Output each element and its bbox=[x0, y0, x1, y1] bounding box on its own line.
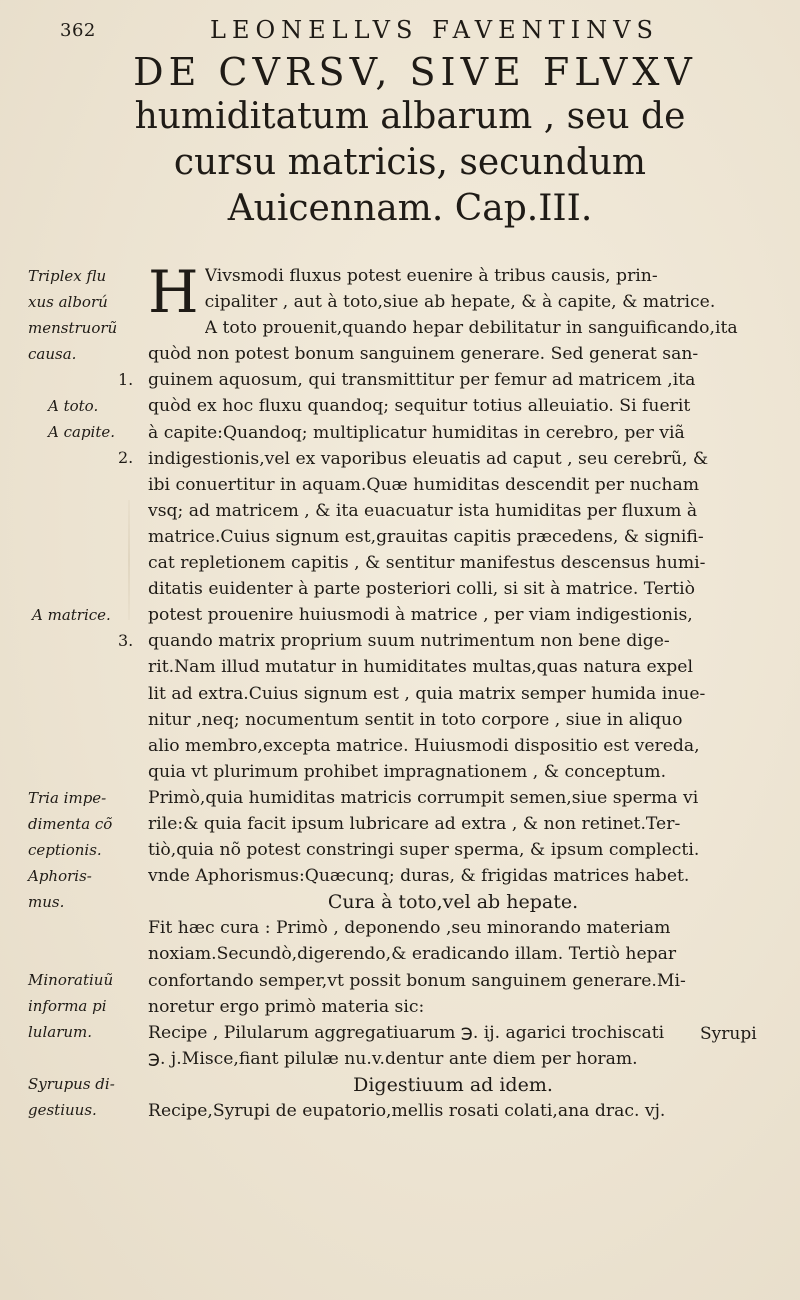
chapter-title bbox=[0, 50, 800, 232]
margin-note: Syrupus di- bbox=[28, 1075, 115, 1093]
text-line: alio membro,excepta matrice. Huiusmodi dispositio est vereda, bbox=[148, 735, 700, 756]
margin-note: causa. bbox=[28, 345, 77, 363]
text-line: à capite:Quandoq; multiplicatur humiditas in cerebro, per viã bbox=[148, 422, 685, 443]
subheading-digestive: Digestiuum ad idem. bbox=[353, 1073, 553, 1096]
text-line: noxiam.Secundò,digerendo,& eradicando illam. Tertiò hepar bbox=[148, 944, 677, 965]
text-line: quòd non potest bonum sanguinem generare. Sed generat san- bbox=[148, 344, 699, 365]
margin-note: mus. bbox=[28, 893, 65, 911]
margin-note: menstruorũ bbox=[28, 319, 118, 337]
text-line: potest prouenire huiusmodi à matrice , per viam indigestionis, bbox=[148, 605, 693, 626]
page-number: 362 bbox=[60, 20, 96, 41]
margin-note: gestiuus. bbox=[28, 1101, 97, 1119]
margin-note: xus alború bbox=[28, 293, 108, 311]
chapter-body bbox=[148, 258, 758, 1124]
text-line: ditatis euidenter à parte posteriori colli, si sit à matrice. Tertiò bbox=[148, 579, 696, 600]
chapter-title-line-1: DE CVRSV, SIVE FLVXV bbox=[133, 50, 697, 94]
text-line: noretur ergo primò materia sic: bbox=[148, 996, 425, 1017]
running-head bbox=[60, 16, 760, 44]
margin-note: Triplex flu bbox=[28, 267, 107, 285]
chapter-title-line-4: Auicennam. Cap.III. bbox=[227, 188, 593, 229]
margin-note: A matrice. bbox=[32, 606, 111, 624]
catchword: Syrupi bbox=[700, 1024, 757, 1044]
margin-note: lularum. bbox=[28, 1023, 93, 1041]
chapter-title-line-3: cursu matricis, secundum bbox=[173, 142, 647, 183]
text-line: Recipe , Pilularum aggregatiuarum ℈. ij. agarici trochiscati bbox=[148, 1022, 665, 1043]
text-line: quòd ex hoc fluxu quandoq; sequitur totius alleuiatio. Si fuerit bbox=[148, 396, 691, 417]
margin-note: ceptionis. bbox=[28, 841, 102, 859]
text-line: vnde Aphorismus:Quæcunq; duras, & frigidas matrices habet. bbox=[148, 866, 690, 887]
text-line: rit.Nam illud mutatur in humiditates multas,quas natura expel bbox=[148, 657, 693, 678]
margin-number: 3. bbox=[118, 631, 134, 650]
text-line: ℈. j.Misce,fiant pilulæ nu.v.dentur ante diem per horam. bbox=[148, 1048, 638, 1069]
paper-crease bbox=[128, 500, 130, 620]
subheading-cure: Cura à toto,vel ab hepate. bbox=[327, 891, 579, 914]
chapter-title-line-2: humiditatum albarum , seu de bbox=[134, 96, 686, 137]
margin-note: Aphoris- bbox=[28, 867, 92, 885]
text-line: Primò,quia humiditas matricis corrumpit semen,siue sperma vi bbox=[148, 787, 699, 808]
text-line: lit ad extra.Cuius signum est , quia matrix semper humida inue- bbox=[148, 683, 706, 704]
text-line: confortando semper,vt possit bonum sanguinem generare.Mi- bbox=[148, 970, 686, 991]
text-line: indigestionis,vel ex vaporibus eleuatis ad caput , seu cerebrũ, & bbox=[148, 448, 709, 469]
text-line: Fit hæc cura : Primò , deponendo ,seu minorando materiam bbox=[148, 918, 671, 939]
margin-note: Tria impe- bbox=[28, 789, 107, 807]
text-line: ibi conuertitur in aquam.Quæ humiditas descendit per nucham bbox=[148, 474, 699, 495]
text-line: nitur ,neq; nocumentum sentit in toto corpore , siue in aliquo bbox=[148, 709, 683, 730]
text-line: Vivsmodi fluxus potest euenire à tribus causis, prin- bbox=[204, 266, 658, 286]
text-line: cat repletionem capitis , & sentitur manifestus descensus humi- bbox=[148, 553, 706, 574]
text-line: quando matrix proprium suum nutrimentum non bene dige- bbox=[148, 631, 670, 652]
text-line: guinem aquosum, qui transmittitur per femur ad matricem ,ita bbox=[148, 370, 696, 391]
text-line: matrice.Cuius signum est,grauitas capitis præcedens, & signifi- bbox=[148, 526, 704, 547]
margin-note: A capite. bbox=[48, 423, 116, 441]
running-title: LEONELLVS FAVENTINVS bbox=[210, 16, 659, 44]
text-line: cipaliter , aut à toto,siue ab hepate, & à capite, & matrice. bbox=[204, 292, 716, 313]
margin-note: A toto. bbox=[48, 397, 99, 415]
drop-cap: H bbox=[148, 258, 199, 326]
text-line: A toto prouenit,quando hepar debilitatur in sanguificando,ita bbox=[204, 318, 738, 339]
text-line: quia vt plurimum prohibet impragnationem , & conceptum. bbox=[148, 761, 667, 782]
margin-number: 2. bbox=[118, 448, 134, 467]
text-line: tiò,quia nõ potest constringi super sperma, & ipsum complecti. bbox=[148, 840, 700, 861]
text-line: rile:& quia facit ipsum lubricare ad extra , & non retinet.Ter- bbox=[148, 813, 681, 834]
margin-note: dimenta cõ bbox=[28, 815, 113, 833]
text-line: vsq; ad matricem , & ita euacuatur ista humiditas per fluxum à bbox=[148, 500, 698, 521]
margin-note: Minoratiuũ bbox=[28, 971, 114, 989]
margin-note: informa pi bbox=[28, 997, 107, 1015]
text-line: Recipe,Syrupi de eupatorio,mellis rosati colati,ana drac. vj. bbox=[148, 1101, 666, 1121]
margin-number: 1. bbox=[118, 370, 134, 389]
